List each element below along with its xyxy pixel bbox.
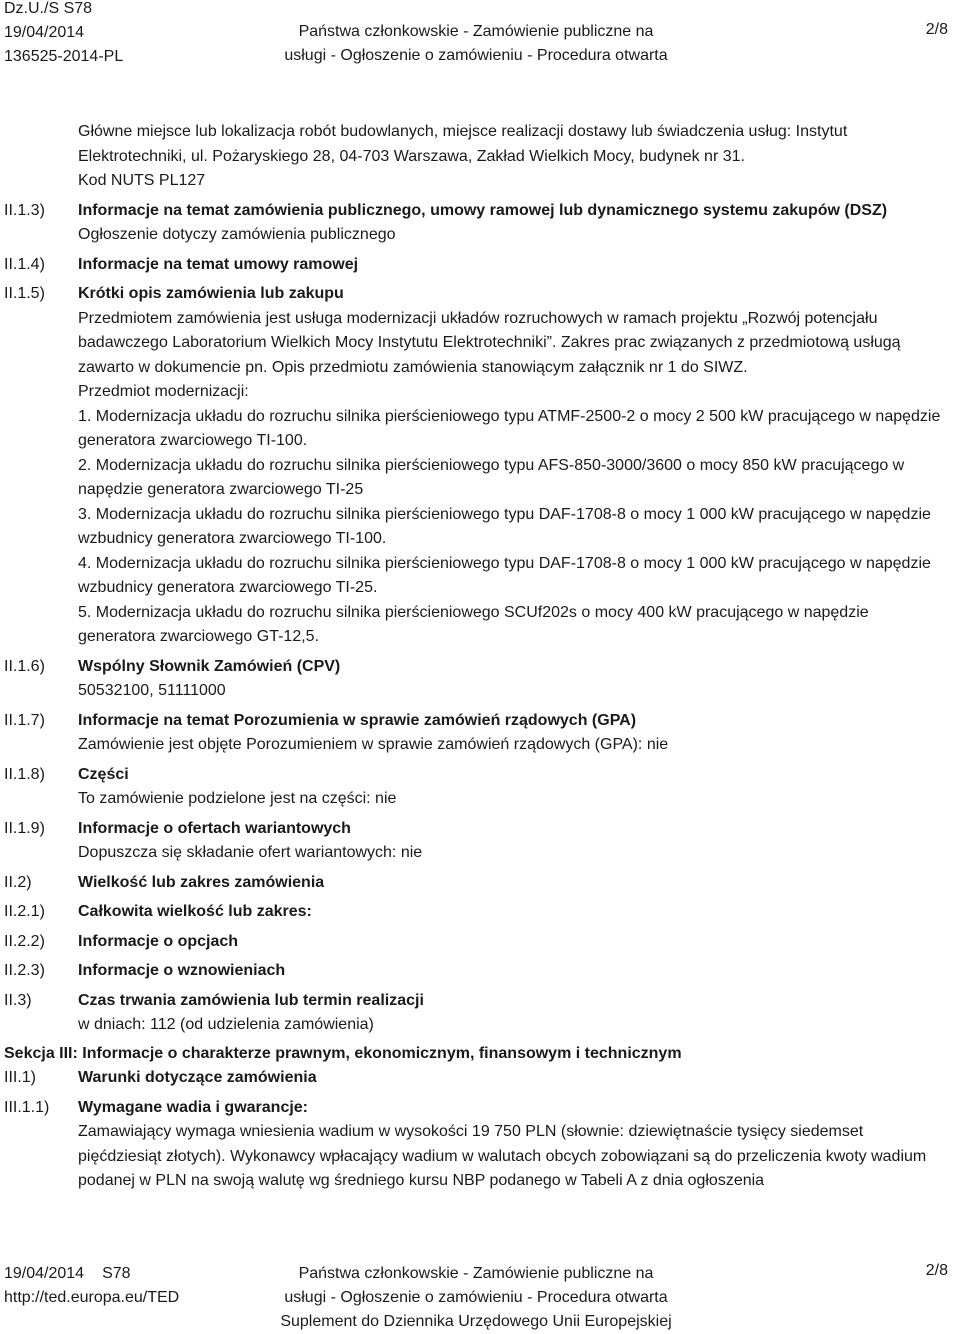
section-number: II.1.8) bbox=[4, 765, 45, 783]
section-number: II.1.6) bbox=[4, 657, 45, 675]
section-number: II.2) bbox=[4, 873, 32, 891]
section-title: Wielkość lub zakres zamówienia bbox=[78, 873, 325, 891]
section-text: w dniach: 112 (od udzielenia zamówienia) bbox=[78, 1016, 374, 1033]
header-title bbox=[4, 20, 948, 68]
section-title: Wymagane wadia i gwarancje: bbox=[78, 1098, 309, 1116]
header-ref: 136525-2014-PL bbox=[4, 48, 124, 65]
description-paragraph: Przedmiotem zamówienia jest usługa modernizacji układów rozruchowych w ramach projektu „Rozwój potencjału badawczego Laboratorium Wielkich Mocy Instytutu Elektrotechniki”. Zakres prac związanych z przedmiotową usługą zawarto w dokumencie pn. Opis przedmiotu zamówienia stanowiącym załącznik nr 1 do SIWZ. bbox=[78, 309, 901, 376]
section-title: Części bbox=[78, 765, 129, 783]
footer-url[interactable]: http://ted.europa.eu/TED bbox=[4, 1289, 180, 1306]
section-number: II.1.7) bbox=[4, 711, 45, 729]
section-II-2-2 bbox=[4, 930, 948, 955]
list-item: 4. Modernizacja układu do rozruchu silnika pierścieniowego typu DAF-1708-8 o mocy 1 000 kW pracującego w napędzie wzbudnicy generatora zwarciowego TI-25. bbox=[78, 554, 931, 596]
section-text: Dopuszcza się składanie ofert wariantowych: nie bbox=[78, 844, 423, 861]
section-number: III.1) bbox=[4, 1069, 37, 1086]
list-item: 2. Modernizacja układu do rozruchu silnika pierścieniowego typu AFS-850-3000/3600 o mocy 850 kW pracującego w napędzie generatora zwarciowego TI-25 bbox=[78, 456, 905, 498]
section-II-1-4 bbox=[4, 253, 948, 278]
section-number: II.1.5) bbox=[4, 285, 45, 302]
location-block bbox=[4, 120, 948, 194]
section-title: Informacje na temat umowy ramowej bbox=[78, 255, 359, 273]
section-title: Informacje o opcjach bbox=[78, 932, 239, 950]
section-number: II.1.4) bbox=[4, 255, 45, 273]
section-title: Całkowita wielkość lub zakres: bbox=[78, 903, 312, 920]
section-title: Czas trwania zamówienia lub termin realizacji bbox=[78, 991, 424, 1009]
section-III-title: Sekcja III: Informacje o charakterze prawnym, ekonomicznym, finansowym i technicznym bbox=[4, 1044, 682, 1062]
header-date: 19/04/2014 bbox=[4, 24, 85, 41]
section-title: Informacje o wznowieniach bbox=[78, 962, 286, 979]
footer-line2: usługi - Ogłoszenie o zamówieniu - Procedura otwarta bbox=[284, 1289, 668, 1306]
section-II-1-9 bbox=[4, 817, 948, 866]
list-item: 5. Modernizacja układu do rozruchu silnika pierścieniowego SCUf202s o mocy 400 kW pracującego w napędzie generatora zwarciowego GT-12,5. bbox=[78, 603, 869, 645]
section-II-1-3 bbox=[4, 199, 948, 248]
footer-line3: Suplement do Dziennika Urzędowego Unii Europejskiej bbox=[280, 1313, 672, 1330]
section-title: Informacje o ofertach wariantowych bbox=[78, 819, 351, 837]
page-header bbox=[4, 0, 948, 72]
section-II-1-7 bbox=[4, 709, 948, 758]
footer-line1: Państwa członkowskie - Zamówienie publiczne na bbox=[298, 1265, 654, 1282]
footer-series: S78 bbox=[102, 1265, 131, 1282]
page-footer bbox=[4, 1262, 948, 1334]
footer-date: 19/04/2014 bbox=[4, 1265, 85, 1282]
section-number: II.2.2) bbox=[4, 932, 45, 950]
section-II-3 bbox=[4, 989, 948, 1038]
document-body bbox=[4, 120, 948, 1194]
section-title: Krótki opis zamówienia lub zakupu bbox=[78, 285, 344, 302]
footer-center bbox=[4, 1262, 948, 1334]
section-title: Wspólny Słownik Zamówień (CPV) bbox=[78, 657, 341, 675]
section-III-1 bbox=[4, 1066, 948, 1091]
modernization-heading: Przedmiot modernizacji: bbox=[78, 383, 249, 400]
nuts-code: Kod NUTS PL127 bbox=[78, 172, 206, 189]
section-III-1-1 bbox=[4, 1096, 948, 1194]
section-text: Zamówienie jest objęte Porozumieniem w sprawie zamówień rządowych (GPA): nie bbox=[78, 736, 669, 753]
footer-page-number: 2/8 bbox=[925, 1262, 948, 1279]
section-number: III.1.1) bbox=[4, 1098, 50, 1116]
section-number: II.2.3) bbox=[4, 962, 45, 979]
list-item: 1. Modernizacja układu do rozruchu silnika pierścieniowego typu ATMF-2500-2 o mocy 2 500 kW pracującego w napędzie generatora zwarciowego TI-100. bbox=[78, 407, 941, 449]
section-number: II.1.9) bbox=[4, 819, 45, 837]
section-II-1-6 bbox=[4, 655, 948, 704]
section-text: To zamówienie podzielone jest na części: nie bbox=[78, 790, 397, 807]
section-number: II.2.1) bbox=[4, 903, 45, 920]
section-text: Zamawiający wymaga wniesienia wadium w wysokości 19 750 PLN (słownie: dziewiętnaście tysięcy siedemset pięćdziesiąt złotych). Wykonawcy wpłacający wadium w walutach obcych zobowiązani są do przeliczenia kwoty wadium podanej w PLN na swoją walutę wg średniego kursu NBP podanego w Tabeli A z dnia ogłoszenia bbox=[78, 1123, 927, 1189]
header-title-line1: Państwa członkowskie - Zamówienie publiczne na bbox=[298, 23, 654, 40]
cpv-codes: 50532100, 51111000 bbox=[78, 682, 226, 699]
section-title: Informacje na temat zamówienia publicznego, umowy ramowej lub dynamicznego systemu zakupów (DSZ) bbox=[78, 201, 888, 219]
section-number: II.3) bbox=[4, 991, 32, 1009]
header-title-line2: usługi - Ogłoszenie o zamówieniu - Procedura otwarta bbox=[284, 47, 668, 64]
section-number: II.1.3) bbox=[4, 201, 45, 219]
section-II-2 bbox=[4, 871, 948, 896]
section-text: Ogłoszenie dotyczy zamówienia publicznego bbox=[78, 226, 396, 243]
section-title: Informacje na temat Porozumienia w sprawie zamówień rządowych (GPA) bbox=[78, 711, 637, 729]
header-page-number: 2/8 bbox=[925, 21, 948, 38]
section-II-2-1 bbox=[4, 900, 948, 925]
list-item: 3. Modernizacja układu do rozruchu silnika pierścieniowego typu DAF-1708-8 o mocy 1 000 kW pracującego w napędzie wzbudnicy generatora zwarciowego TI-100. bbox=[78, 505, 931, 547]
section-title: Warunki dotyczące zamówienia bbox=[78, 1069, 317, 1086]
section-II-1-8 bbox=[4, 763, 948, 812]
section-II-1-5 bbox=[4, 282, 948, 650]
location-text: Główne miejsce lub lokalizacja robót budowlanych, miejsce realizacji dostawy lub świadczenia usług: Instytut Elektrotechniki, ul. Pożaryskiego 28, 04-703 Warszawa, Zakład Wielkich Mocy, budynek nr 31. bbox=[78, 123, 848, 165]
section-II-2-3 bbox=[4, 959, 948, 984]
journal-id: Dz.U./S S78 bbox=[4, 0, 93, 17]
